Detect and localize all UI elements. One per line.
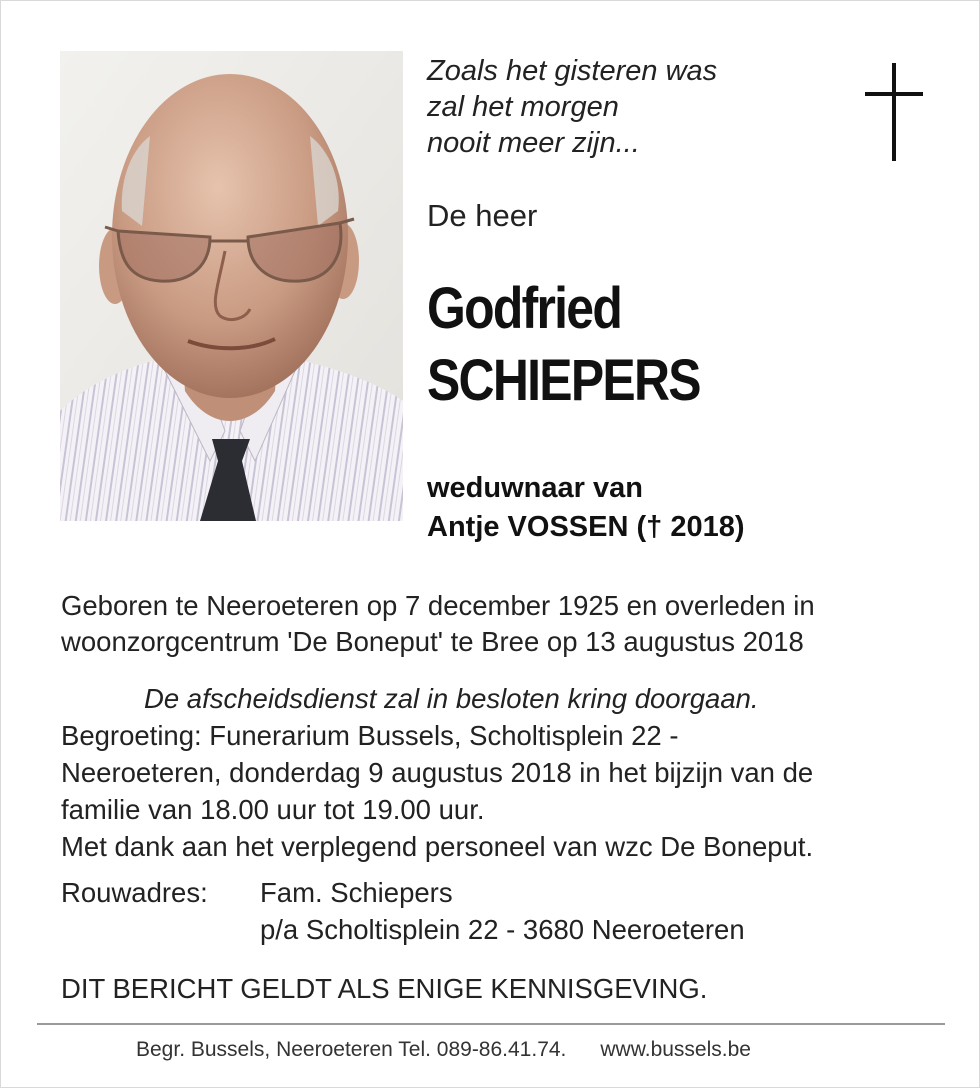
poem-line-2: zal het morgen — [427, 91, 619, 123]
service-line-1: De afscheidsdienst zal in besloten kring doorgaan. — [144, 683, 759, 714]
cross-icon — [865, 63, 923, 161]
service-details — [61, 680, 941, 865]
last-name: SCHIEPERS — [427, 348, 700, 413]
footer-website-link[interactable]: www.bussels.be — [600, 1038, 751, 1061]
deceased-name — [427, 273, 700, 417]
address-lines — [260, 874, 745, 948]
service-line-5: Met dank aan het verplegend personeel van wzc De Boneput. — [61, 831, 814, 862]
footer-divider — [37, 1023, 945, 1025]
poem-line-3: nooit meer zijn... — [427, 127, 640, 159]
service-line-4: familie van 18.00 uur tot 19.00 uur. — [61, 794, 485, 825]
poem-line-1: Zoals het gisteren was — [427, 55, 718, 87]
service-line-3: Neeroeteren, donderdag 9 augustus 2018 in het bijzijn van de — [61, 757, 814, 788]
spouse-name: Antje VOSSEN († 2018) — [427, 511, 745, 543]
widower-label: weduwnaar van — [427, 472, 643, 504]
widower-of — [427, 469, 745, 547]
poem-quote — [427, 53, 717, 161]
portrait-photo — [60, 51, 403, 521]
footer-company: Begr. Bussels, Neeroeteren Tel. 089-86.41.74. — [136, 1038, 567, 1061]
address-line-1: Fam. Schiepers — [260, 877, 453, 908]
birth-death-details — [61, 588, 931, 660]
honorific-title: De heer — [427, 198, 538, 233]
born-line-1: Geboren te Neeroeteren op 7 december 1925 en overleden in — [61, 590, 815, 621]
first-name: Godfried — [427, 276, 622, 341]
footer — [136, 1035, 751, 1065]
address-label: Rouwadres: — [61, 877, 208, 908]
born-line-2: woonzorgcentrum 'De Boneput' te Bree op 13 augustus 2018 — [61, 626, 804, 657]
address-line-2: p/a Scholtisplein 22 - 3680 Neeroeteren — [260, 914, 745, 945]
service-line-2: Begroeting: Funerarium Bussels, Scholtisplein 22 - — [61, 720, 679, 751]
notice-statement: DIT BERICHT GELDT ALS ENIGE KENNISGEVING. — [61, 973, 708, 1004]
